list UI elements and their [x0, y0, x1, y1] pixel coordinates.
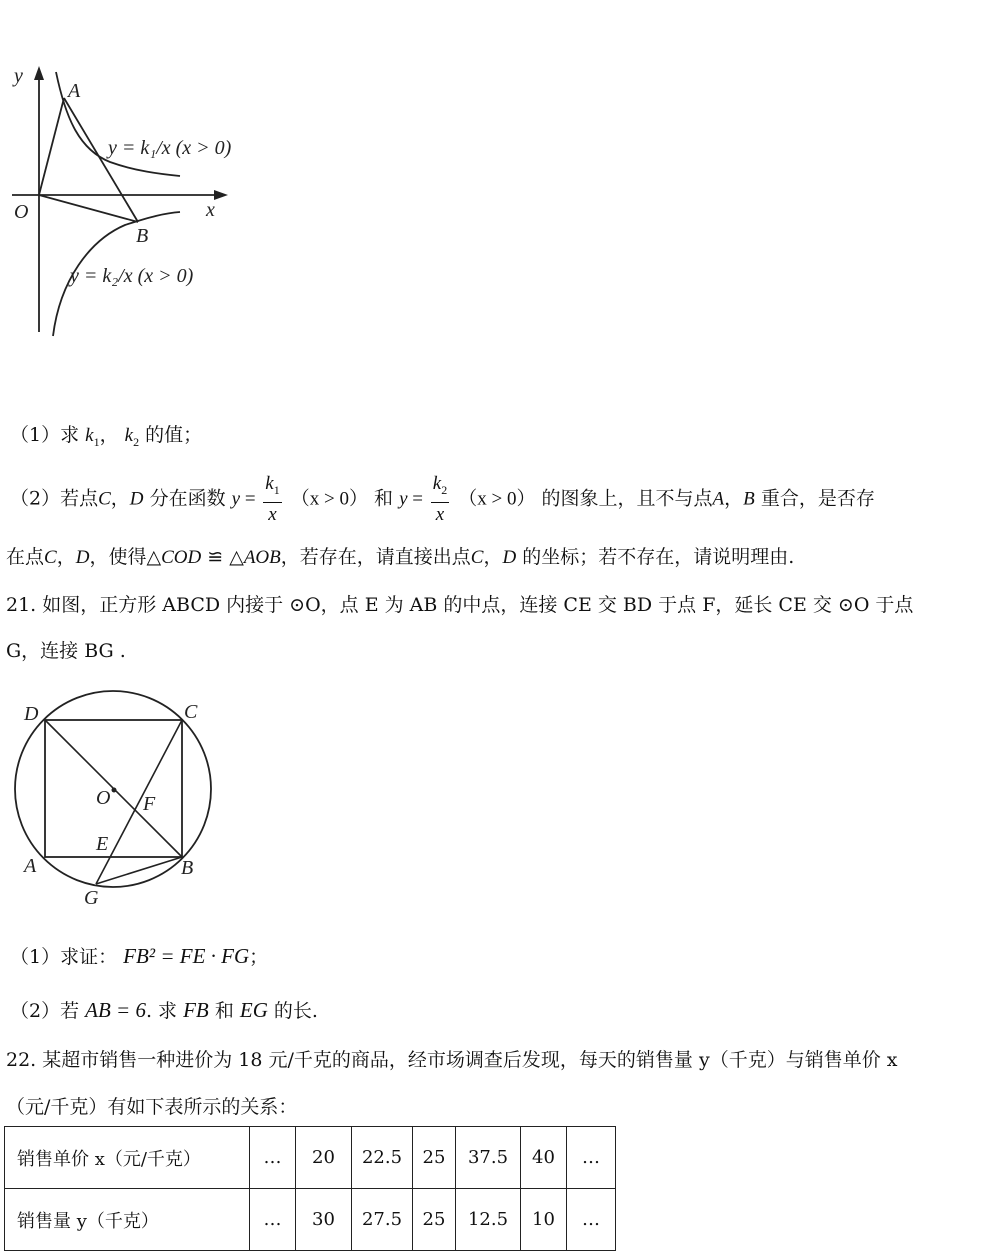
table-cell: 20	[296, 1127, 352, 1189]
q20-p3-b: ，使得	[89, 546, 147, 568]
point-a-ref: A	[712, 488, 725, 510]
func2-y: y	[399, 488, 408, 510]
q21-p2-prefix: （2）若	[10, 1000, 80, 1022]
q20-p2-cond1: （x > 0）	[290, 488, 368, 510]
func1-y: y	[231, 488, 241, 510]
label-o: O	[14, 201, 29, 223]
price-sales-table	[4, 1126, 616, 1251]
q20-p3-c: ，若存在，请直接出点	[280, 546, 471, 568]
table-cell: 12.5	[456, 1189, 521, 1251]
triangle-aob: △AOB	[229, 547, 281, 568]
func2-eq: =	[407, 488, 428, 510]
q22-line1: 22. 某超市销售一种进价为 18 元/千克的商品，经市场调查后发现，每天的销售量 y（千克）与销售单价 x	[6, 1049, 898, 1071]
table-row	[5, 1127, 616, 1189]
table-cell: …	[250, 1189, 296, 1251]
table-cell: 30	[296, 1189, 352, 1251]
q21-p1-formula: FB² = FE · FG	[123, 944, 250, 968]
curve2-label: y = k₂/x (x > 0)	[70, 265, 194, 287]
q21-line2: G，连接 BG .	[6, 640, 126, 662]
row1-header: 销售单价 x（元/千克）	[5, 1127, 250, 1189]
table-cell: …	[250, 1127, 296, 1189]
q20-p2-end: 重合，是否存	[760, 487, 875, 510]
table-cell: 25	[413, 1189, 456, 1251]
q21-part1	[10, 942, 268, 969]
point-c-2: C	[44, 547, 57, 568]
q21-p2-eg: EG	[239, 998, 268, 1022]
table-cell: 37.5	[456, 1127, 521, 1189]
circle-square-figure	[0, 690, 230, 910]
q20-part2: （2）若点C，D 分在函数 y = $\frac{k_1}{x}$ （x > 0） 和 y = $\frac{k_2}{x}$ （x > 0） 的图象上，且不与点A，B 重合，是否存	[10, 473, 875, 525]
label-o: O	[96, 787, 111, 809]
q20-part2-cont: 在点C，D，使得△COD ≌ △AOB，若存在，请直接出点C，D 的坐标；若不存在，请说明理由.	[6, 546, 795, 568]
q21-p2-mid: . 求	[145, 1000, 178, 1022]
q20-p1-prefix: （1）求	[10, 424, 80, 446]
func1-eq: =	[240, 488, 261, 510]
segment-ob	[39, 195, 138, 222]
label-y: y	[14, 65, 23, 87]
label-b: B	[136, 225, 149, 247]
q21-part2	[10, 996, 318, 1023]
func1-frac: $\frac{k_1}{x}$	[265, 473, 280, 525]
label-a: A	[68, 80, 81, 102]
table-cell: …	[567, 1127, 616, 1189]
q20-part1: （1）求 $k_1$， $k_2$ 的值；	[10, 424, 203, 449]
q21-p2-end: 的长.	[273, 1000, 318, 1022]
k2: $k_2$	[124, 425, 140, 449]
table-cell: 40	[521, 1127, 567, 1189]
func2-frac: $\frac{k_2}{x}$	[432, 473, 448, 525]
q21-line1: 21. 如图，正方形 ABCD 内接于 ⊙O，点 E 为 AB 的中点，连接 CE 交 BD 于点 F，延长 CE 交 ⊙O 于点	[6, 594, 914, 616]
label-a: A	[24, 855, 37, 877]
table-cell: 10	[521, 1189, 567, 1251]
point-d-2: D	[75, 547, 90, 568]
label-x: x	[206, 199, 215, 221]
q20-p1-suffix: 的值；	[145, 424, 203, 446]
triangle-cod: △COD	[146, 547, 202, 568]
point-c: C	[98, 488, 111, 510]
label-d: D	[24, 703, 39, 725]
q20-p2-prefix: （2）若点	[10, 487, 99, 510]
label-g: G	[84, 887, 99, 909]
q21-p2-formula: AB = 6	[85, 998, 146, 1022]
table-cell: 25	[413, 1127, 456, 1189]
center-dot	[112, 788, 117, 793]
hyperbola-figure	[0, 60, 260, 345]
point-c-3: C	[470, 547, 484, 568]
table-cell: 27.5	[352, 1189, 413, 1251]
q21-p1-end: ；	[249, 946, 269, 968]
q21-p1-prefix: （1）求证：	[10, 946, 118, 968]
point-d-3: D	[502, 547, 517, 568]
q21-p2-fb: FB	[183, 998, 209, 1022]
segment-ab	[64, 98, 138, 222]
q20-p2-cond2: （x > 0）	[458, 488, 536, 510]
table-row	[5, 1189, 616, 1251]
label-b: B	[181, 857, 194, 879]
q20-p3-d: 的坐标；若不存在，请说明理由.	[522, 546, 795, 568]
point-b-ref: B	[743, 488, 755, 510]
row2-header: 销售量 y（千克）	[5, 1189, 250, 1251]
label-c: C	[184, 701, 198, 723]
table-cell: 22.5	[352, 1127, 413, 1189]
q20-p3-a: 在点	[6, 546, 45, 568]
label-f: F	[143, 793, 156, 815]
q21-p2-and: 和	[214, 1000, 234, 1022]
q22-line2: （元/千克）有如下表所示的关系：	[6, 1096, 298, 1118]
q20-p2-mid1: 分在函数	[149, 487, 226, 510]
q20-p2-tail: 的图象上，且不与点	[541, 487, 713, 510]
segment-oa	[39, 98, 64, 195]
point-d: D	[129, 488, 144, 510]
q20-p2-and: 和	[374, 487, 394, 510]
table-cell: …	[567, 1189, 616, 1251]
k1: $k_1$	[85, 425, 100, 449]
label-e: E	[96, 833, 109, 855]
x-axis-arrow	[214, 190, 228, 200]
y-axis-arrow	[34, 66, 44, 80]
curve1-label: y = k₁/x (x > 0)	[108, 137, 232, 159]
